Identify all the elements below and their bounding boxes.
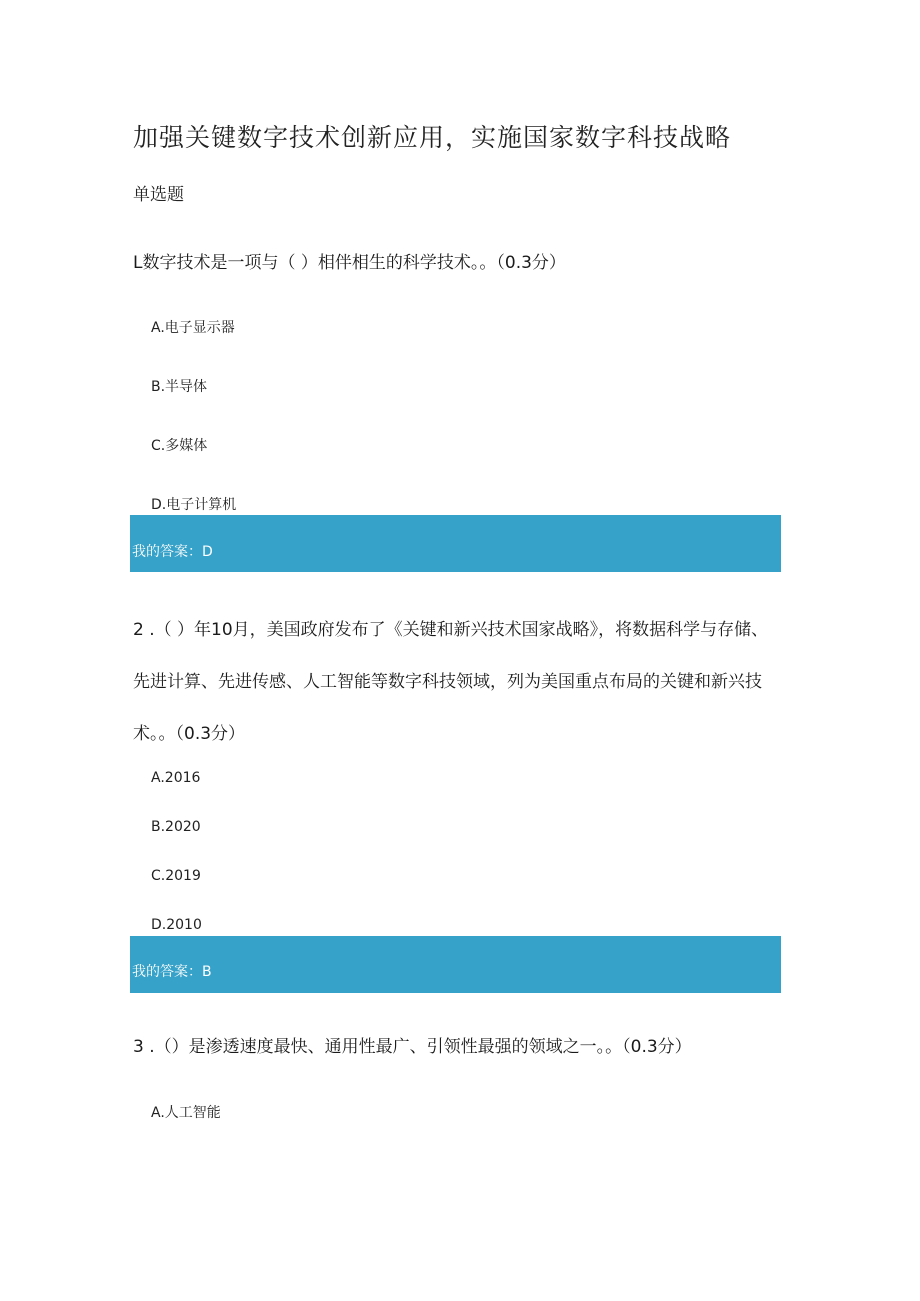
question-1-answer-bar <box>130 515 781 572</box>
document-title: 加强关键数字技术创新应用，实施国家数字科技战略 <box>133 123 732 152</box>
question-2-option-d[interactable]: D.2010 <box>151 917 202 933</box>
question-2-option-c[interactable]: C.2019 <box>151 868 201 884</box>
question-2-text: 2 .（ ）年10月，美国政府发布了《关键和新兴技术国家战略》，将数据科学与存储、先进计算、先进传感、人工智能等数字科技领域，列为美国重点布局的关键和新兴技术。。（0.3分） <box>133 620 769 744</box>
question-2-option-a[interactable]: A.2016 <box>151 770 201 786</box>
question-3-text: 3 .（）是渗透速度最快、通用性最广、引领性最强的领域之一。。（0.3分） <box>133 1037 692 1057</box>
question-1-option-a[interactable]: A.电子显示器 <box>151 320 235 336</box>
question-3-option-a[interactable]: A.人工智能 <box>151 1105 221 1121</box>
question-1-text: L数字技术是一项与（ ）相伴相生的科学技术。。（0.3分） <box>133 253 566 273</box>
question-2-answer: 我的答案：B <box>132 964 212 980</box>
question-1-answer: 我的答案：D <box>132 544 213 560</box>
question-2-answer-bar <box>130 936 781 993</box>
question-1-option-c[interactable]: C.多媒体 <box>151 438 208 454</box>
question-1-option-b[interactable]: B.半导体 <box>151 379 208 395</box>
question-1-option-d[interactable]: D.电子计算机 <box>151 497 237 513</box>
section-heading: 单选题 <box>133 185 184 205</box>
question-2-option-b[interactable]: B.2020 <box>151 819 201 835</box>
